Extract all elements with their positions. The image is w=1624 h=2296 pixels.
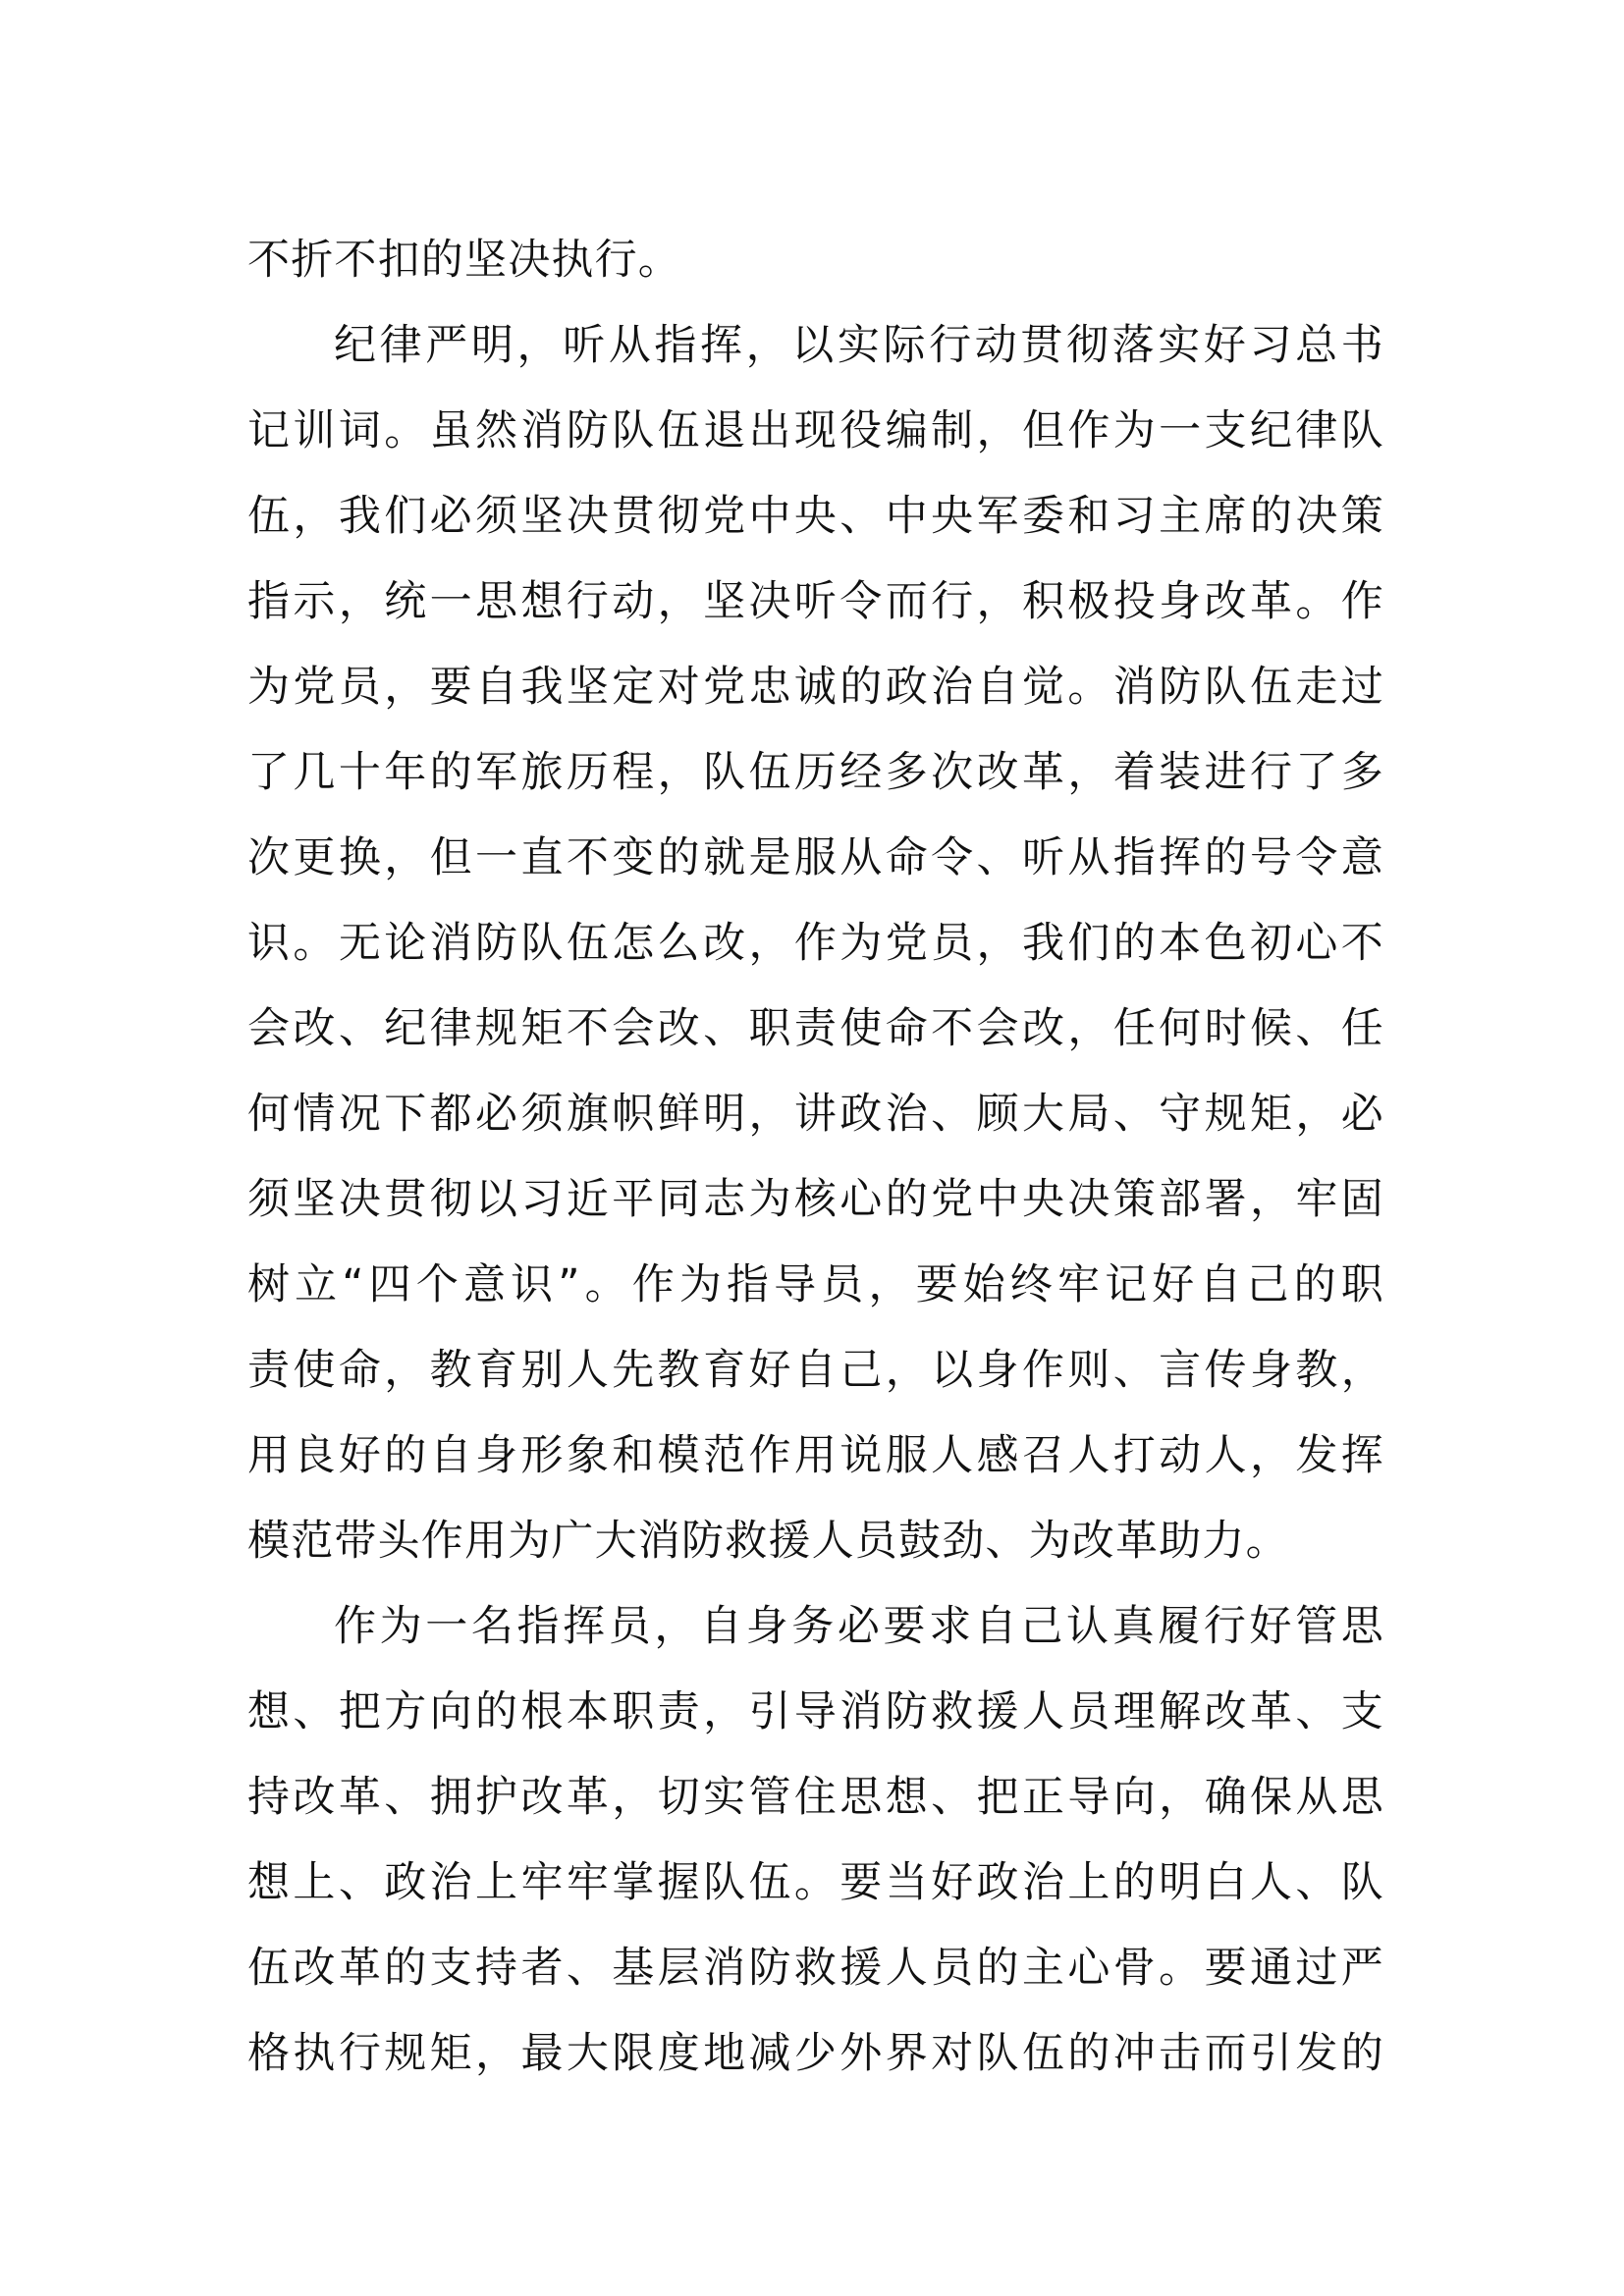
text-line: 责使命，教育别人先教育好自己，以身作则、言传身教， bbox=[247, 1346, 1384, 1395]
text-line: 次更换，但一直不变的就是服从命令、听从指挥的号令意 bbox=[247, 833, 1384, 882]
paragraph-continuation bbox=[247, 218, 1384, 303]
text-line: 须坚决贯彻以习近平同志为核心的党中央决策部署，牢固 bbox=[247, 1175, 1384, 1224]
text-line: 想、把方向的根本职责，引导消防救援人员理解改革、支 bbox=[247, 1687, 1384, 1736]
text-line: 纪律严明，听从指挥，以实际行动贯彻落实好习总书 bbox=[334, 321, 1384, 370]
text-line: 持改革、拥护改革，切实管住思想、把正导向，确保从思 bbox=[247, 1773, 1384, 1822]
document-page bbox=[247, 218, 1384, 2097]
text-line: 想上、政治上牢牢掌握队伍。要当好政治上的明白人、队 bbox=[247, 1858, 1384, 1907]
text-line: 用良好的自身形象和模范作用说服人感召人打动人，发挥 bbox=[247, 1431, 1384, 1480]
text-line: 格执行规矩，最大限度地减少外界对队伍的冲击而引发的 bbox=[247, 2029, 1384, 2078]
paragraph-commander bbox=[247, 1584, 1384, 2097]
text-line: 伍，我们必须坚决贯彻党中央、中央军委和习主席的决策 bbox=[247, 492, 1384, 541]
text-line: 何情况下都必须旗帜鲜明，讲政治、顾大局、守规矩，必 bbox=[247, 1090, 1384, 1139]
text-line: 了几十年的军旅历程，队伍历经多次改革，着装进行了多 bbox=[247, 748, 1384, 797]
text-line: 会改、纪律规矩不会改、职责使命不会改，任何时候、任 bbox=[247, 1004, 1384, 1053]
text-line: 不折不扣的坚决执行。 bbox=[247, 236, 681, 285]
text-line: 作为一名指挥员，自身务必要求自己认真履行好管思 bbox=[334, 1602, 1384, 1651]
text-line: 为党员，要自我坚定对党忠诚的政治自觉。消防队伍走过 bbox=[247, 663, 1384, 712]
text-line: 模范带头作用为广大消防救援人员鼓劲、为改革助力。 bbox=[247, 1517, 1289, 1566]
text-line: 识。无论消防队伍怎么改，作为党员，我们的本色初心不 bbox=[247, 919, 1384, 968]
text-line: 指示，统一思想行动，坚决听令而行，积极投身改革。作 bbox=[247, 577, 1384, 626]
text-line: 伍改革的支持者、基层消防救援人员的主心骨。要通过严 bbox=[247, 1944, 1384, 1993]
text-line: 记训词。虽然消防队伍退出现役编制，但作为一支纪律队 bbox=[247, 406, 1384, 455]
paragraph-discipline bbox=[247, 303, 1384, 1584]
text-line: 树立“四个意识”。作为指导员，要始终牢记好自己的职 bbox=[247, 1260, 1384, 1309]
